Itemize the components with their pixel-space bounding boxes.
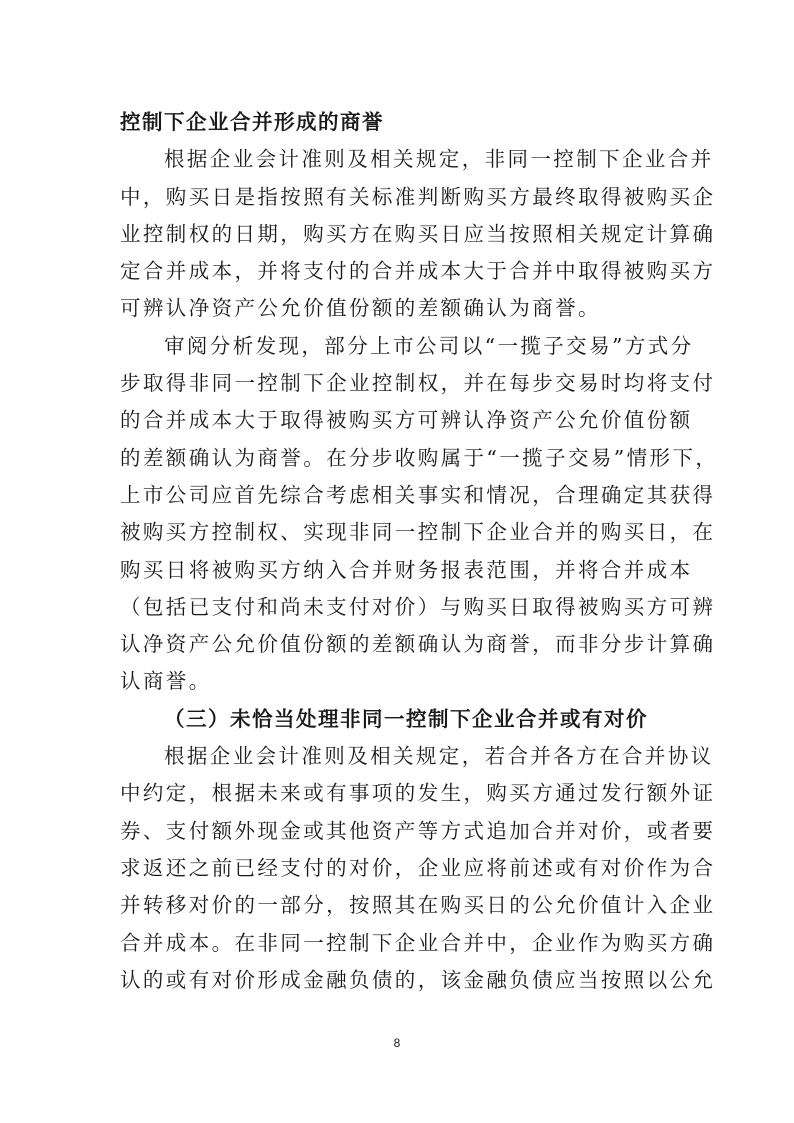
paragraph-line: 上市公司应首先综合考虑相关事实和情况，合理确定其获得 — [120, 482, 716, 507]
paragraph-review-findings — [120, 328, 719, 701]
paragraph-line: 券、支付额外现金或其他资产等方式追加合并对价，或者要 — [120, 818, 716, 843]
heading-continued: 控制下企业合并形成的商誉 — [120, 110, 384, 134]
paragraph-line: 定合并成本，并将支付的合并成本大于合并中取得被购买方 — [120, 259, 716, 284]
paragraph-line: 购买日将被购买方纳入合并财务报表范围，并将合并成本 — [120, 557, 693, 582]
section-heading: （三）未恰当处理非同一控制下企业合并或有对价 — [164, 706, 648, 731]
paragraph-line: （包括已支付和尚未支付对价）与购买日取得被购买方可辨 — [120, 594, 716, 619]
paragraph-line: 审阅分析发现，部分上市公司以“一揽子交易”方式分 — [164, 333, 694, 358]
paragraph-line: 根据企业会计准则及相关规定，非同一控制下企业合并 — [164, 147, 714, 172]
paragraph-line: 中，购买日是指按照有关标准判断购买方最终取得被购买企 — [120, 184, 716, 209]
paragraph-line: 被购买方控制权、实现非同一控制下企业合并的购买日，在 — [120, 520, 716, 545]
page-number: 8 — [393, 1036, 401, 1050]
paragraph-line: 中约定，根据未来或有事项的发生，购买方通过发行额外证 — [120, 781, 716, 806]
paragraph-line: 认的或有对价形成金融负债的，该金融负债应当按照以公允 — [120, 967, 716, 992]
paragraph-goodwill-definition — [120, 141, 716, 327]
paragraph-line: 认净资产公允价值份额的差额确认为商誉，而非分步计算确 — [120, 632, 716, 657]
paragraph-line: 根据企业会计准则及相关规定，若合并各方在合并协议 — [164, 744, 714, 769]
page-content — [120, 104, 719, 999]
paragraph-line: 合并成本。在非同一控制下企业合并中，企业作为购买方确 — [120, 930, 716, 955]
paragraph-line: 可辨认净资产公允价值份额的差额确认为商誉。 — [120, 296, 601, 321]
paragraph-line: 认商誉。 — [120, 669, 212, 694]
paragraph-line: 步取得非同一控制下企业控制权，并在每步交易时均将支付 — [120, 371, 716, 396]
paragraph-line: 业控制权的日期，购买方在购买日应当按照相关规定计算确 — [120, 221, 716, 246]
paragraph-line: 的合并成本大于取得被购买方可辨认净资产公允价值份额 — [120, 408, 693, 433]
paragraph-line: 求返还之前已经支付的对价，企业应将前述或有对价作为合 — [120, 855, 716, 880]
paragraph-line: 的差额确认为商誉。在分步收购属于“一揽子交易”情形下， — [120, 445, 719, 470]
paragraph-contingent-consideration — [120, 738, 716, 999]
paragraph-line: 并转移对价的一部分，按照其在购买日的公允价值计入企业 — [120, 893, 716, 918]
